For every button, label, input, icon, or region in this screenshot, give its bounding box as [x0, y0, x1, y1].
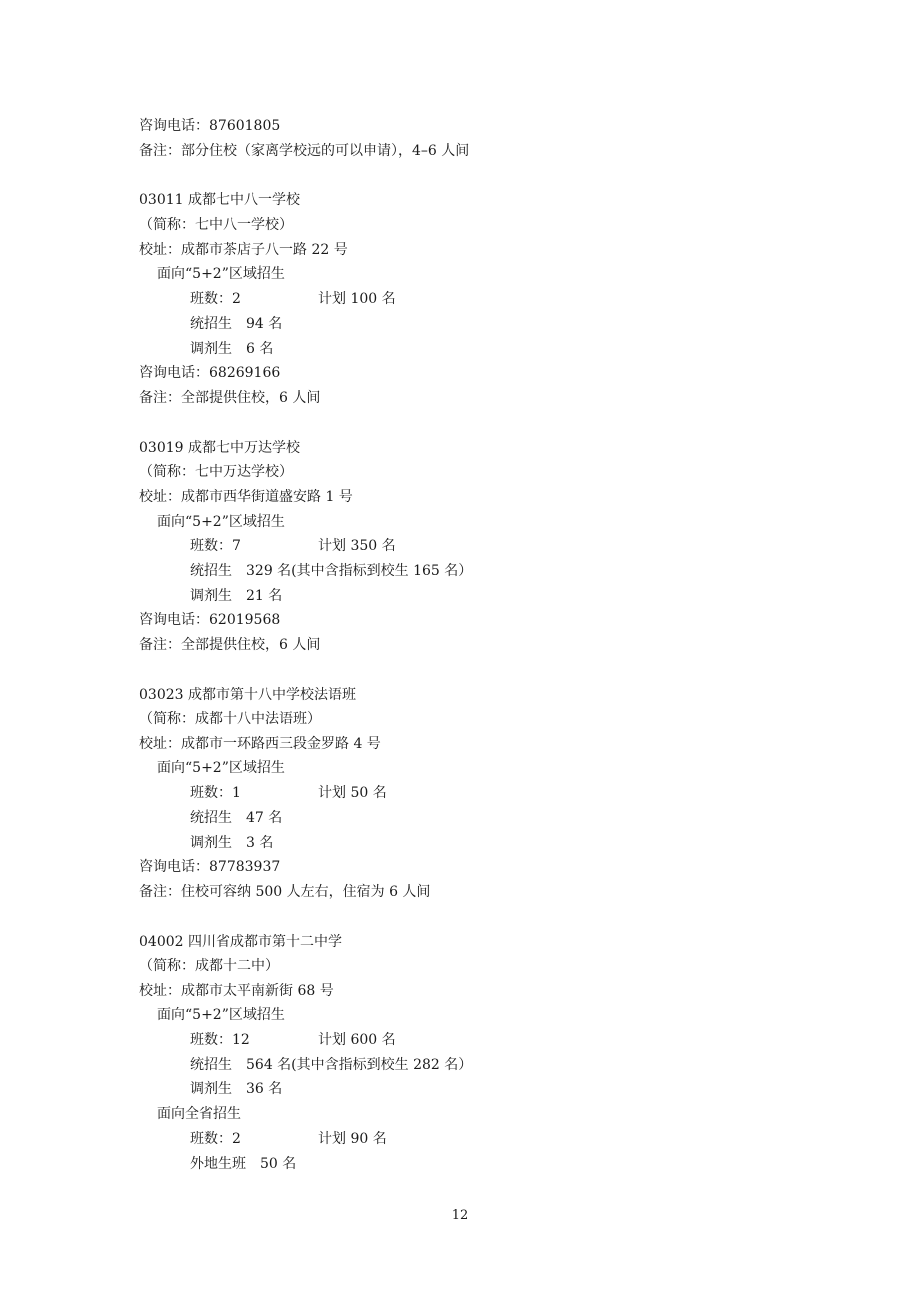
- unified-admission: 统招生 329 名(其中含指标到校生 165 名）: [190, 563, 473, 579]
- page-number: 12: [451, 1208, 469, 1223]
- school-address: 校址：成都市西华街道盛安路 1 号: [139, 489, 353, 505]
- enrollment-scope: 面向全省招生: [157, 1106, 241, 1122]
- adjusted-admission: 调剂生 6 名: [190, 341, 274, 357]
- remark: 备注：住校可容纳 500 人左右，住宿为 6 人间: [139, 884, 431, 900]
- plan-count: 计划 50 名: [318, 785, 387, 801]
- class-count: 班数：2: [190, 1131, 241, 1147]
- plan-count: 计划 600 名: [318, 1032, 396, 1048]
- consult-phone: 咨询电话：87601805: [139, 118, 281, 134]
- adjusted-admission: 调剂生 36 名: [190, 1081, 283, 1097]
- consult-phone: 咨询电话：62019568: [139, 612, 281, 628]
- class-count: 班数：7: [190, 538, 241, 554]
- remark: 备注：部分住校（家离学校远的可以申请），4–6 人间: [139, 143, 470, 159]
- consult-phone: 咨询电话：87783937: [139, 859, 281, 875]
- school-heading: 03023 成都市第十八中学校法语班: [139, 687, 356, 703]
- enrollment-scope: 面向“5+2”区域招生: [157, 266, 285, 282]
- enrollment-scope: 面向“5+2”区域招生: [157, 760, 285, 776]
- enrollment-scope: 面向“5+2”区域招生: [157, 1007, 285, 1023]
- school-heading: 04002 四川省成都市第十二中学: [139, 934, 342, 950]
- unified-admission: 统招生 564 名(其中含指标到校生 282 名）: [190, 1057, 473, 1073]
- remark: 备注：全部提供住校，6 人间: [139, 637, 321, 653]
- unified-admission: 统招生 47 名: [190, 810, 283, 826]
- enrollment-scope: 面向“5+2”区域招生: [157, 514, 285, 530]
- school-short-name: （简称：成都十八中法语班）: [139, 711, 321, 727]
- unified-admission: 统招生 94 名: [190, 316, 283, 332]
- school-address: 校址：成都市茶店子八一路 22 号: [139, 242, 348, 258]
- class-count: 班数：12: [190, 1032, 250, 1048]
- school-short-name: （简称：七中八一学校）: [139, 217, 293, 233]
- school-heading: 03011 成都七中八一学校: [139, 192, 300, 208]
- adjusted-admission: 调剂生 21 名: [190, 588, 283, 604]
- remark: 备注：全部提供住校，6 人间: [139, 390, 321, 406]
- adjusted-admission: 调剂生 3 名: [190, 835, 274, 851]
- plan-count: 计划 350 名: [318, 538, 396, 554]
- school-address: 校址：成都市一环路西三段金罗路 4 号: [139, 736, 381, 752]
- nonlocal-class: 外地生班 50 名: [190, 1156, 297, 1172]
- plan-count: 计划 100 名: [318, 291, 396, 307]
- consult-phone: 咨询电话：68269166: [139, 365, 281, 381]
- plan-count: 计划 90 名: [318, 1131, 387, 1147]
- school-address: 校址：成都市太平南新街 68 号: [139, 983, 334, 999]
- school-short-name: （简称：七中万达学校）: [139, 464, 293, 480]
- school-short-name: （简称：成都十二中）: [139, 958, 279, 974]
- class-count: 班数：1: [190, 785, 241, 801]
- school-heading: 03019 成都七中万达学校: [139, 440, 300, 456]
- class-count: 班数：2: [190, 291, 241, 307]
